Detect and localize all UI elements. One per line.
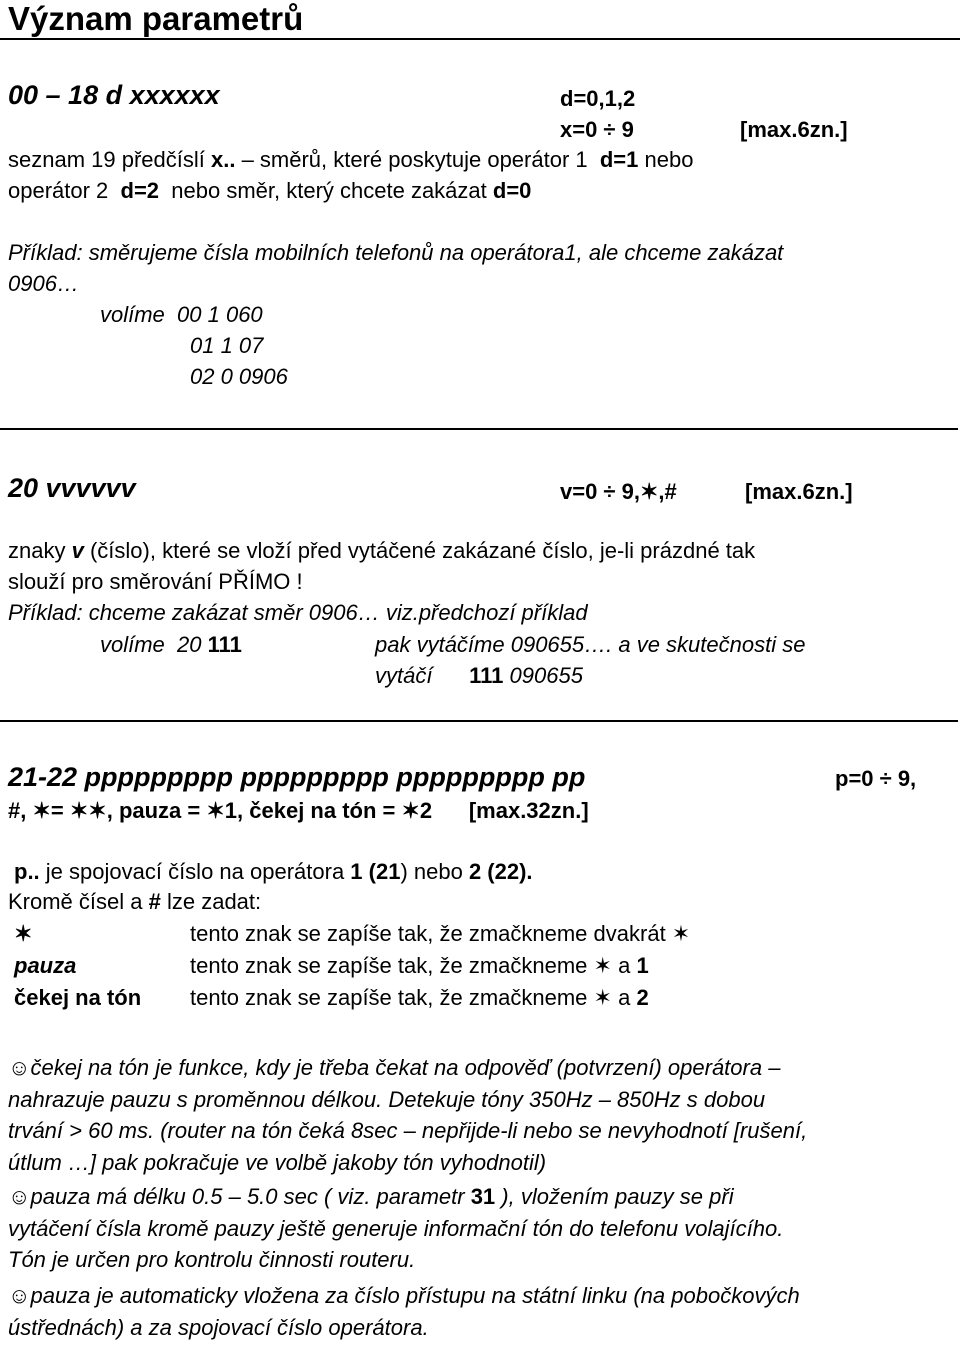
text-line-p00-ex5 xyxy=(190,364,288,390)
text-segment: 01 1 07 xyxy=(190,333,264,358)
text-line-p21-p xyxy=(835,766,916,792)
section-divider xyxy=(0,428,958,430)
text-line-p21-k1 xyxy=(14,921,32,947)
text-segment: v xyxy=(71,538,84,563)
text-line-p00-l1 xyxy=(8,147,693,173)
text-line-n2-l2 xyxy=(8,1216,783,1242)
text-line-n2-l1 xyxy=(8,1184,734,1210)
text-segment: d=0 xyxy=(492,178,532,203)
text-line-p21-head xyxy=(8,762,585,792)
text-line-n1-l1 xyxy=(8,1055,780,1081)
smiley-icon: ☺ xyxy=(8,1055,31,1080)
text-segment: volíme 20 xyxy=(100,632,208,657)
text-line-p20-l1 xyxy=(8,538,755,564)
text-segment: #, ✶= ✶✶, pauza = ✶1, čekej na tón = ✶2 [max.32zn.] xyxy=(8,798,589,823)
text-line-n2-l3 xyxy=(8,1247,415,1273)
text-segment: 2 xyxy=(636,985,649,1010)
text-segment: d=1 xyxy=(599,147,639,172)
text-segment: tento znak se zapíše tak, že zmačkneme ✶ a xyxy=(190,953,637,978)
text-line-p00-ex1 xyxy=(8,240,783,266)
text-segment: ) nebo xyxy=(400,859,469,884)
text-line-n1-l3 xyxy=(8,1118,807,1144)
text-segment: Kromě čísel a xyxy=(8,889,149,914)
text-segment: slouží pro směrování PŘÍMO ! xyxy=(8,569,303,594)
text-segment: 0906… xyxy=(8,271,79,296)
text-segment: čekej na tón je funkce, kdy je třeba čekat na odpověď (potvrzení) operátora – xyxy=(30,1055,781,1080)
text-segment: – směrů, které poskytuje operátor 1 xyxy=(235,147,600,172)
page-title: Význam parametrů xyxy=(8,0,304,37)
text-segment: 00 – 18 d xxxxxx xyxy=(8,80,220,110)
text-line-p00-ex3 xyxy=(100,302,263,328)
text-segment: 21-22 ppppppppp ppppppppp ppppppppp pp xyxy=(8,762,586,792)
text-segment: x.. xyxy=(210,147,236,172)
text-segment: ✶ xyxy=(14,921,33,946)
smiley-icon: ☺ xyxy=(8,1184,31,1209)
text-segment: tento znak se zapíše tak, že zmačkneme ✶ a xyxy=(190,985,637,1010)
text-segment: volíme 00 1 060 xyxy=(100,302,263,327)
text-line-p21-l2 xyxy=(14,859,533,885)
text-segment: nahrazuje pauzu s proměnnou délkou. Detekuje tóny 350Hz – 850Hz s dobou xyxy=(8,1087,766,1112)
text-segment: ústřednách) a za spojovací číslo operátora. xyxy=(8,1315,429,1340)
text-segment: tento znak se zapíše tak, že zmačkneme dvakrát ✶ xyxy=(190,921,691,946)
text-segment: 31 xyxy=(470,1184,496,1209)
text-line-p20-ex2 xyxy=(100,632,242,658)
text-line-p20-ex3 xyxy=(375,632,805,658)
text-line-p00-max xyxy=(740,117,848,143)
text-line-p21-l3 xyxy=(8,889,261,915)
text-segment: pauza xyxy=(14,953,77,978)
text-segment: útlum …] pak pokračuje ve volbě jakoby tón vyhodnotil) xyxy=(8,1150,547,1175)
text-segment: 111 xyxy=(207,632,242,657)
text-segment: Příklad: chceme zakázat směr 0906… viz.předchozí příklad xyxy=(8,600,588,625)
text-line-p21-k2 xyxy=(14,953,76,979)
text-segment: p.. xyxy=(14,859,40,884)
text-line-p20-ex1 xyxy=(8,600,588,626)
text-segment: 1 (21 xyxy=(350,859,401,884)
text-segment: 111 xyxy=(469,663,504,688)
text-segment: v=0 ÷ 9,✶,# xyxy=(560,479,677,504)
text-segment: lze zadat: xyxy=(160,889,262,914)
section-divider xyxy=(0,720,958,722)
text-segment: vytáčení čísla kromě pauzy ještě generuje informační tón do telefonu volajícího. xyxy=(8,1216,784,1241)
text-segment: d=0,1,2 xyxy=(560,86,636,111)
text-line-p21-v2 xyxy=(190,953,649,979)
smiley-icon: ☺ xyxy=(8,1283,31,1308)
text-segment: pak vytáčíme 090655…. a ve skutečnosti se xyxy=(375,632,806,657)
text-segment: trvání > 60 ms. (router na tón čeká 8sec – nepřijde-li nebo se nevyhodnotí [rušení, xyxy=(8,1118,808,1143)
text-segment: vytáčí xyxy=(375,663,470,688)
text-segment: Příklad: směrujeme čísla mobilních telefonů na operátora1, ale chceme zakázat xyxy=(8,240,784,265)
text-segment: nebo směr, který chcete zakázat xyxy=(159,178,493,203)
text-line-p21-k3 xyxy=(14,985,141,1011)
text-line-n3-l2 xyxy=(8,1315,429,1341)
text-line-p00-head xyxy=(8,80,220,110)
text-line-n3-l1 xyxy=(8,1283,800,1309)
text-segment: # xyxy=(148,889,161,914)
text-line-p00-ex4 xyxy=(190,333,263,359)
text-segment: d=2 xyxy=(120,178,160,203)
text-line-p00-ex2 xyxy=(8,271,79,297)
text-segment: seznam 19 předčíslí xyxy=(8,147,211,172)
text-line-p21-l1 xyxy=(8,798,589,824)
text-line-p20-max xyxy=(745,479,853,505)
text-segment: 20 vvvvvv xyxy=(8,473,136,503)
text-line-p20-head xyxy=(8,473,136,503)
text-line-p20-ex4 xyxy=(375,663,583,689)
text-segment: 1 xyxy=(636,953,649,978)
text-segment: x=0 ÷ 9 xyxy=(560,117,634,142)
text-segment: 02 0 0906 xyxy=(190,364,288,389)
text-segment: znaky xyxy=(8,538,72,563)
text-segment: ), vložením pauzy se při xyxy=(495,1184,734,1209)
text-segment: 2 (22). xyxy=(468,859,533,884)
text-segment: nebo xyxy=(638,147,694,172)
title-underline xyxy=(0,38,960,40)
text-line-p21-v3 xyxy=(190,985,649,1011)
text-segment: (číslo), které se vloží před vytáčené zakázané číslo, je-li prázdné tak xyxy=(83,538,756,563)
text-segment: [max.6zn.] xyxy=(745,479,853,504)
text-segment: 090655 xyxy=(503,663,583,688)
text-segment: je spojovací číslo na operátora xyxy=(39,859,351,884)
text-line-p20-v xyxy=(560,479,677,505)
text-segment: pauza je automaticky vložena za číslo přístupu na státní linku (na pobočkových xyxy=(30,1283,800,1308)
text-line-p00-l2 xyxy=(8,178,531,204)
text-line-n1-l4 xyxy=(8,1150,546,1176)
text-segment: čekej na tón xyxy=(14,985,142,1010)
text-segment: operátor 2 xyxy=(8,178,121,203)
text-line-p20-l2 xyxy=(8,569,303,595)
text-segment: [max.6zn.] xyxy=(740,117,848,142)
text-segment: Tón je určen pro kontrolu činnosti routeru. xyxy=(8,1247,416,1272)
text-line-n1-l2 xyxy=(8,1087,765,1113)
text-segment: pauza má délku 0.5 – 5.0 sec ( viz. parametr xyxy=(30,1184,471,1209)
text-line-p21-v1 xyxy=(190,921,690,947)
text-line-p00-x xyxy=(560,117,634,143)
text-line-p00-d xyxy=(560,86,635,112)
text-segment: p=0 ÷ 9, xyxy=(835,766,917,791)
